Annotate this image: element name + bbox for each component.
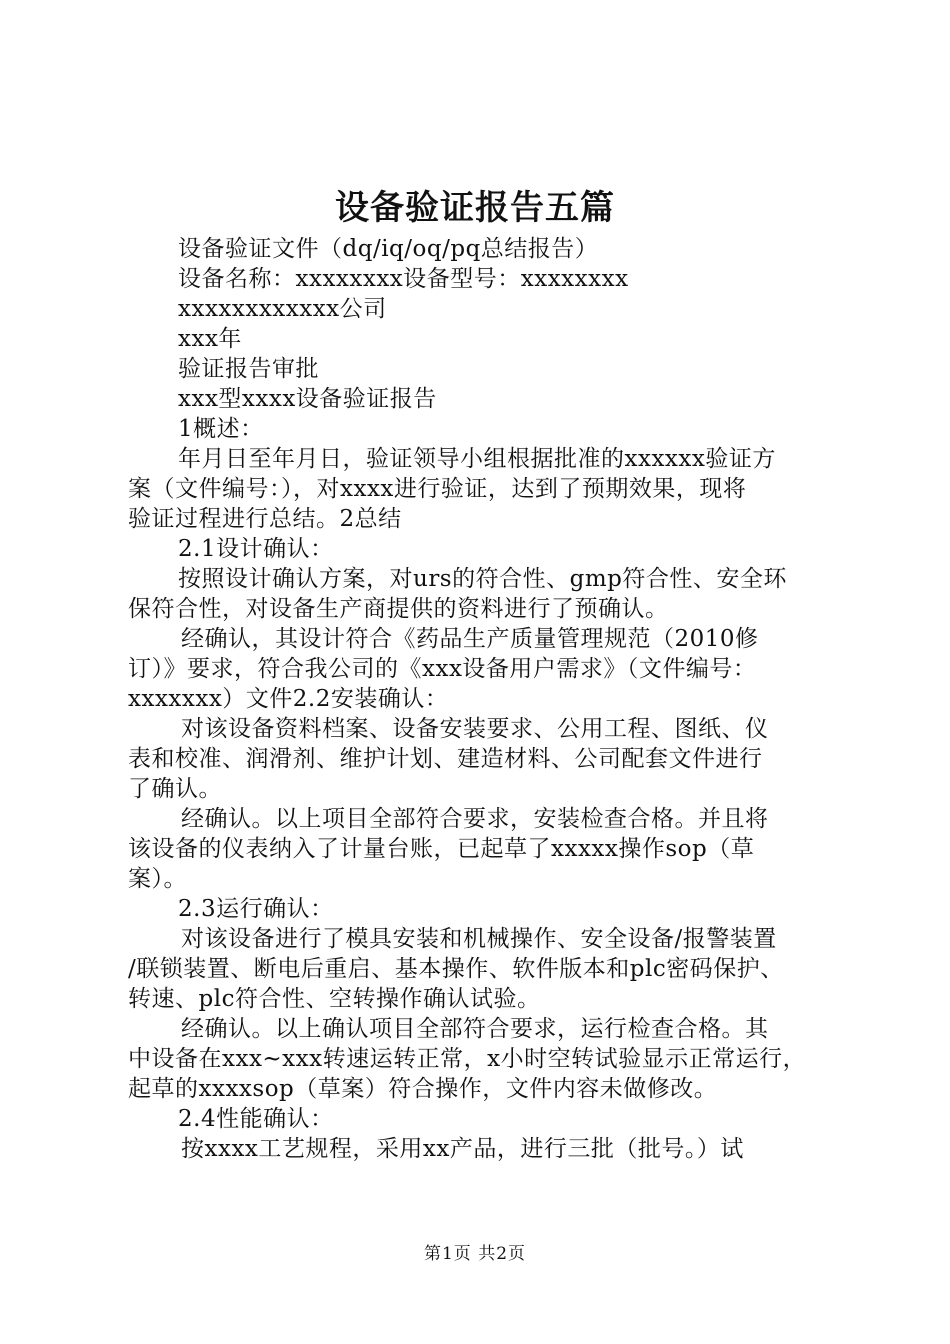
section-heading: 2.4性能确认：: [178, 1106, 334, 1132]
paragraph-line: xxxxxxx）文件2.2安装确认：: [128, 686, 449, 712]
paragraph-line: 对该设备进行了模具安装和机械操作、安全设备/报警装置: [181, 926, 777, 952]
paragraph-line: 案）。: [128, 866, 187, 892]
paragraph-line: 转速、plc符合性、空转操作确认试验。: [128, 986, 541, 1012]
page-footer: 第1页 共2页: [423, 1244, 527, 1264]
paragraph-line: 案（文件编号：），对xxxx进行验证，达到了预期效果，现将: [128, 476, 747, 502]
paragraph-line: 验证过程进行总结。2总结: [128, 506, 402, 532]
text-line: xxx年: [178, 326, 242, 352]
paragraph-line: 表和校准、润滑剂、维护计划、建造材料、公司配套文件进行: [128, 746, 763, 772]
section-heading: 1概述：: [178, 416, 264, 442]
paragraph-line: 中设备在xxx~xxx转速运转正常，x小时空转试验显示正常运行，: [128, 1046, 807, 1072]
paragraph-line: 起草的xxxxsop（草案）符合操作，文件内容未做修改。: [128, 1076, 718, 1102]
text-line: 设备名称：xxxxxxxx设备型号：xxxxxxxx: [178, 266, 629, 292]
paragraph-line: 对该设备资料档案、设备安装要求、公用工程、图纸、仪: [181, 716, 769, 742]
text-line: xxxxxxxxxxxx公司: [178, 296, 387, 322]
paragraph-line: 订）》要求，符合我公司的《xxx设备用户需求》（文件编号：: [128, 656, 757, 682]
paragraph-line: 了确认。: [128, 776, 222, 802]
paragraph-line: 年月日至年月日，验证领导小组根据批准的xxxxxx验证方: [178, 446, 776, 472]
text-line: 设备验证文件（dq/iq/oq/pq总结报告）: [178, 236, 599, 262]
document-body: [128, 234, 832, 1164]
document-title: 设备验证报告五篇: [335, 188, 615, 228]
text-line: xxx型xxxx设备验证报告: [178, 386, 437, 412]
text-line: 验证报告审批: [178, 356, 319, 382]
paragraph-line: 经确认。以上确认项目全部符合要求，运行检查合格。其: [181, 1016, 769, 1042]
paragraph-line: 该设备的仪表纳入了计量台账，已起草了xxxxx操作sop（草: [128, 836, 755, 862]
section-heading: 2.3运行确认：: [178, 896, 334, 922]
paragraph-line: 按xxxx工艺规程，采用xx产品，进行三批（批号。）试: [181, 1136, 744, 1162]
section-heading: 2.1设计确认：: [178, 536, 334, 562]
paragraph-line: /联锁装置、断电后重启、基本操作、软件版本和plc密码保护、: [128, 956, 784, 982]
paragraph-line: 按照设计确认方案，对urs的符合性、gmp符合性、安全环: [178, 566, 787, 592]
paragraph-line: 经确认，其设计符合《药品生产质量管理规范（2010修: [181, 626, 759, 652]
paragraph-line: 经确认。以上项目全部符合要求，安装检查合格。并且将: [181, 806, 769, 832]
paragraph-line: 保符合性，对设备生产商提供的资料进行了预确认。: [128, 596, 669, 622]
